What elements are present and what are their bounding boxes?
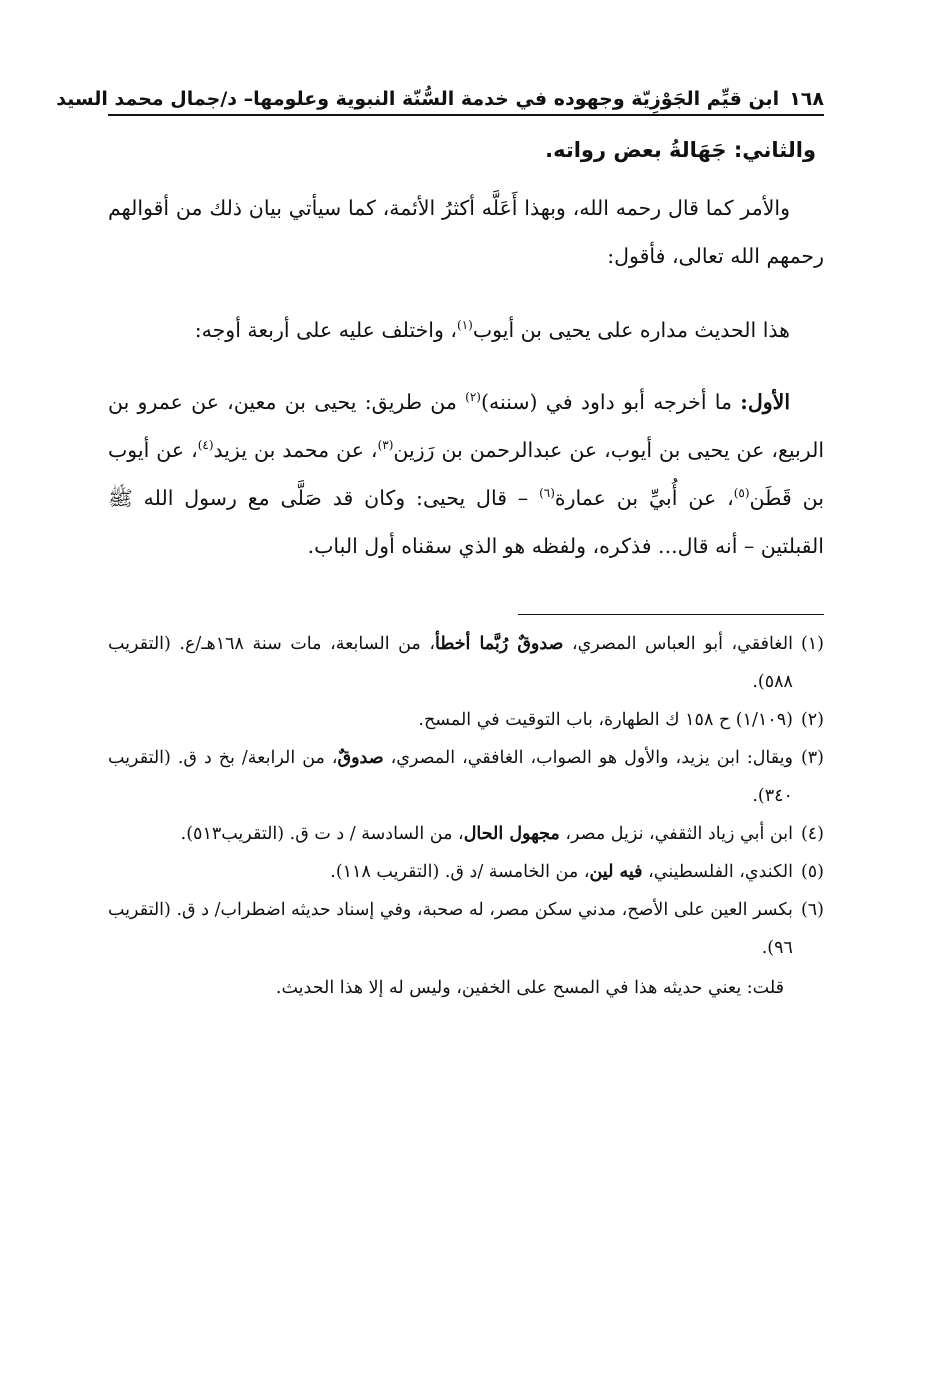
footnote-text bbox=[108, 701, 793, 739]
footnote-note: قلت: يعني حديثه هذا في المسح على الخفين، وليس له إلا هذا الحديث. bbox=[275, 978, 784, 998]
footnote-text-a: ابن أبي زياد الثقفي، نزيل مصر، bbox=[559, 824, 793, 844]
footnote-number: (١) bbox=[800, 634, 824, 654]
paragraph-2-text-b: ، واختلف عليه على أربعة أوجه: bbox=[194, 318, 458, 342]
footnote-ref-5: (٥) bbox=[733, 486, 750, 501]
paragraph-3-text-f: – قال يحيى: وكان قد صَلَّى مع رسول الله ﷺ القبلتين – أنه قال... فذكره، ولفظه هو الذي سقناه أول الباب. bbox=[108, 486, 824, 558]
footnote-text-a: ويقال: ابن يزيد، والأول هو الصواب، الغافقي، المصري، bbox=[383, 748, 793, 768]
footnote-2 bbox=[108, 701, 824, 739]
footnote-text-a: الكندي، الفلسطيني، bbox=[642, 862, 793, 882]
footnote-bold: فيه لين bbox=[589, 862, 643, 882]
footnote-text bbox=[108, 625, 793, 701]
footnotes bbox=[108, 625, 824, 1007]
footnote-5 bbox=[108, 853, 824, 891]
page-number: ١٦٨ bbox=[789, 88, 824, 110]
footnote-bold: مجهول الحال bbox=[463, 824, 560, 844]
paragraph-2 bbox=[108, 306, 824, 354]
footnote-bold: صدوقٌ رُبَّما أخطأ bbox=[435, 634, 564, 654]
footnote-4 bbox=[108, 815, 824, 853]
footnote-text-b: ، من الخامسة /د ق. (التقريب ١١٨). bbox=[330, 862, 590, 882]
footnote-number: (٤) bbox=[800, 824, 824, 844]
footnote-text bbox=[108, 739, 793, 815]
footnote-3 bbox=[108, 739, 824, 815]
book-page bbox=[56, 88, 825, 1007]
running-title: ابن قيِّم الجَوْزِيّة وجهوده في خدمة السُّنّة النبوية وعلومها– د/جمال محمد السيد bbox=[56, 88, 780, 110]
footnote-ref-4: (٤) bbox=[197, 438, 214, 453]
section-heading: والثاني: جَهَالةُ بعض رواته. bbox=[545, 138, 816, 162]
paragraph-2-text-a: هذا الحديث مداره على يحيى بن أيوب bbox=[472, 318, 790, 342]
footnote-number: (٥) bbox=[800, 862, 824, 882]
footnote-text-b: ، من السابعة، مات سنة ١٦٨هـ/ع. (التقريب ٥٨٨). bbox=[108, 634, 793, 692]
footnote-text bbox=[108, 891, 793, 967]
footnote-text-a: بكسر العين على الأصح، مدني سكن مصر، له صحبة، وفي إسناد حديثه اضطراب/ د ق. (التقريب ٩٦). bbox=[108, 900, 793, 958]
footnote-text-a: (١/١٠٩) ح ١٥٨ ك الطهارة، باب التوقيت في المسح. bbox=[418, 710, 793, 730]
paragraph-3-lead: الأول: bbox=[740, 390, 791, 414]
footnote-number: (٦) bbox=[800, 900, 824, 920]
paragraph-3 bbox=[108, 378, 824, 570]
footnote-text-a: الغافقي، أبو العباس المصري، bbox=[563, 634, 793, 654]
footnote-number: (٢) bbox=[800, 710, 824, 730]
paragraph-3-text-d: ، عن أيوب بن قَطَن bbox=[108, 438, 824, 510]
footnote-6 bbox=[108, 891, 824, 967]
paragraph-1: والأمر كما قال رحمه الله، وبهذا أَعَلَّه أكثرُ الأئمة، كما سيأتي بيان ذلك من أقوالهم رحمهم الله تعالى، فأقول: bbox=[108, 196, 824, 268]
footnote-text bbox=[108, 853, 793, 891]
paragraph-3-text-a: ما أخرجه أبو داود في (سننه) bbox=[480, 390, 741, 414]
footnote-ref-2: (٢) bbox=[465, 390, 481, 405]
footnote-text-b: ، من السادسة / د ت ق. (التقريب٥١٣). bbox=[180, 824, 464, 844]
paragraph-3-text-b: من طريق: يحيى بن معين، عن عمرو بن الربيع، عن يحيى بن أيوب، عن عبدالرحمن بن رَزين bbox=[108, 390, 825, 462]
footnote-1 bbox=[108, 625, 824, 701]
footnote-bold: صدوقٌ bbox=[337, 748, 384, 768]
footnote-number: (٣) bbox=[800, 748, 824, 768]
footnote-ref-1: (١) bbox=[457, 318, 473, 333]
running-header bbox=[56, 88, 824, 116]
footnote-text-b: ، من الرابعة/ بخ د ق. (التقريب ٣٤٠). bbox=[108, 748, 793, 806]
footnote-ref-6: (٦) bbox=[539, 486, 555, 501]
footnote-separator bbox=[518, 614, 824, 615]
paragraph-3-text-e: ، عن أُبيِّ بن عمارة bbox=[554, 486, 734, 510]
footnote-text bbox=[108, 815, 793, 853]
footnote-ref-3: (٣) bbox=[377, 438, 394, 453]
paragraph-3-text-c: ، عن محمد بن يزيد bbox=[213, 438, 378, 462]
